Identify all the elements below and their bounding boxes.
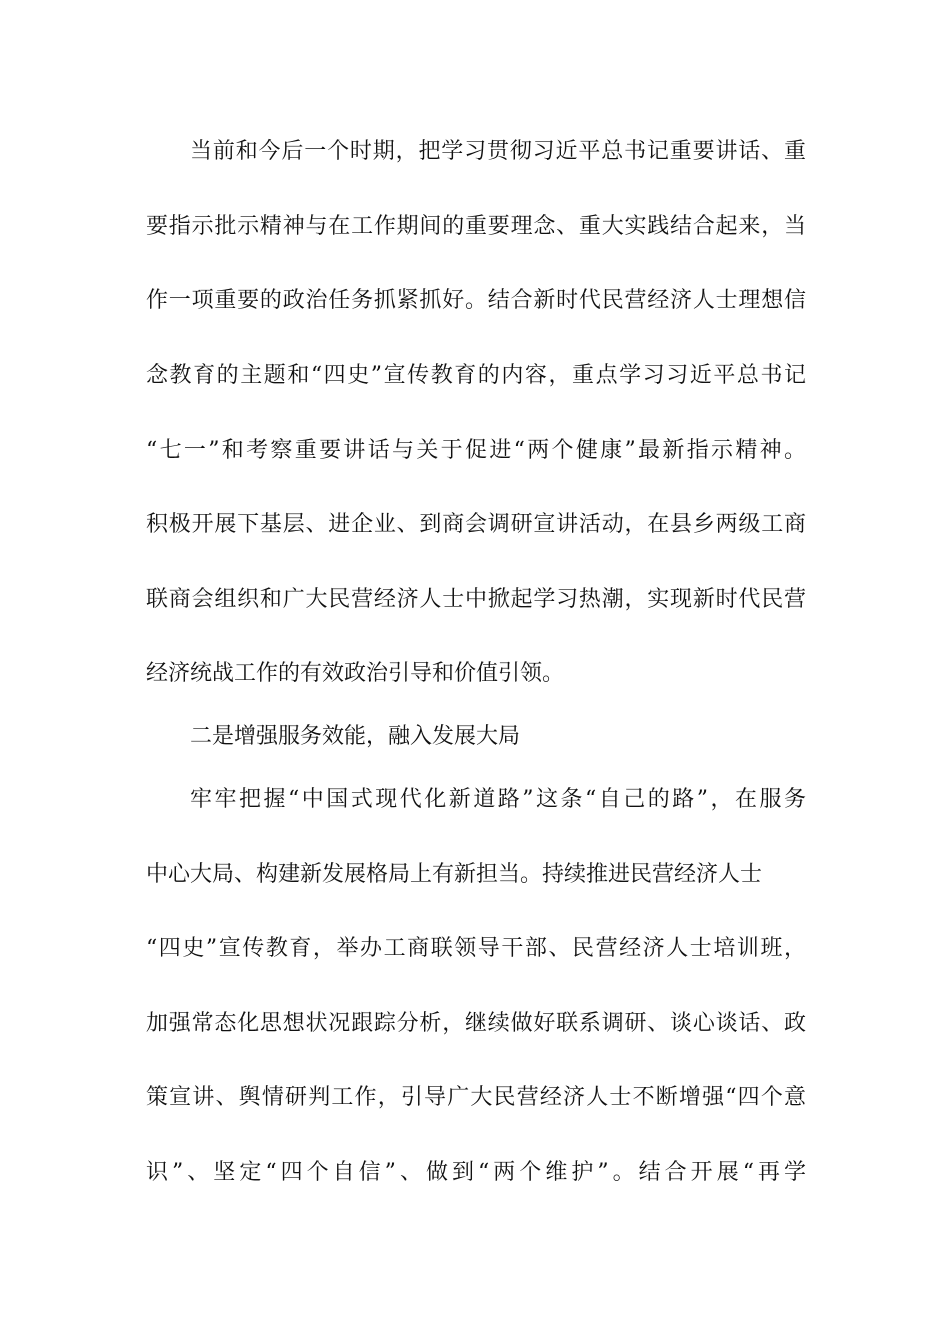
paragraph-line: 加强常态化思想状况跟踪分析，继续做好联系调研、谈心谈话、政 (146, 1011, 806, 1036)
paragraph-line: 当前和今后一个时期，把学习贯彻习近平总书记重要讲话、重 (190, 139, 806, 164)
paragraph-line: 作一项重要的政治任务抓紧抓好。结合新时代民营经济人士理想信 (146, 288, 806, 313)
paragraph-line: “四史”宣传教育，举办工商联领导干部、民营经济人士培训班， (146, 936, 806, 961)
paragraph-line: 策宣讲、舆情研判工作，引导广大民营经济人士不断增强“四个意 (146, 1085, 806, 1110)
paragraph-line: “七一”和考察重要讲话与关于促进“两个健康”最新指示精神。 (146, 438, 806, 463)
section-heading: 二是增强服务效能，融入发展大局 (190, 724, 521, 749)
paragraph-line: 联商会组织和广大民营经济人士中掀起学习热潮，实现新时代民营 (146, 587, 806, 612)
paragraph-line: 经济统战工作的有效政治引导和价值引领。 (146, 661, 565, 686)
paragraph-line: 要指示批示精神与在工作期间的重要理念、重大实践结合起来，当 (146, 214, 806, 239)
paragraph-line: 中心大局、构建新发展格局上有新担当。持续推进民营经济人士 (146, 862, 763, 887)
paragraph-line: 念教育的主题和“四史”宣传教育的内容，重点学习习近平总书记 (146, 363, 806, 388)
paragraph-line: 识”、坚定“四个自信”、做到“两个维护”。结合开展“再学 (146, 1160, 806, 1185)
paragraph-line: 牢牢把握“中国式现代化新道路”这条“自己的路”，在服务 (190, 787, 806, 812)
paragraph-line: 积极开展下基层、进企业、到商会调研宣讲活动，在县乡两级工商 (146, 512, 806, 537)
